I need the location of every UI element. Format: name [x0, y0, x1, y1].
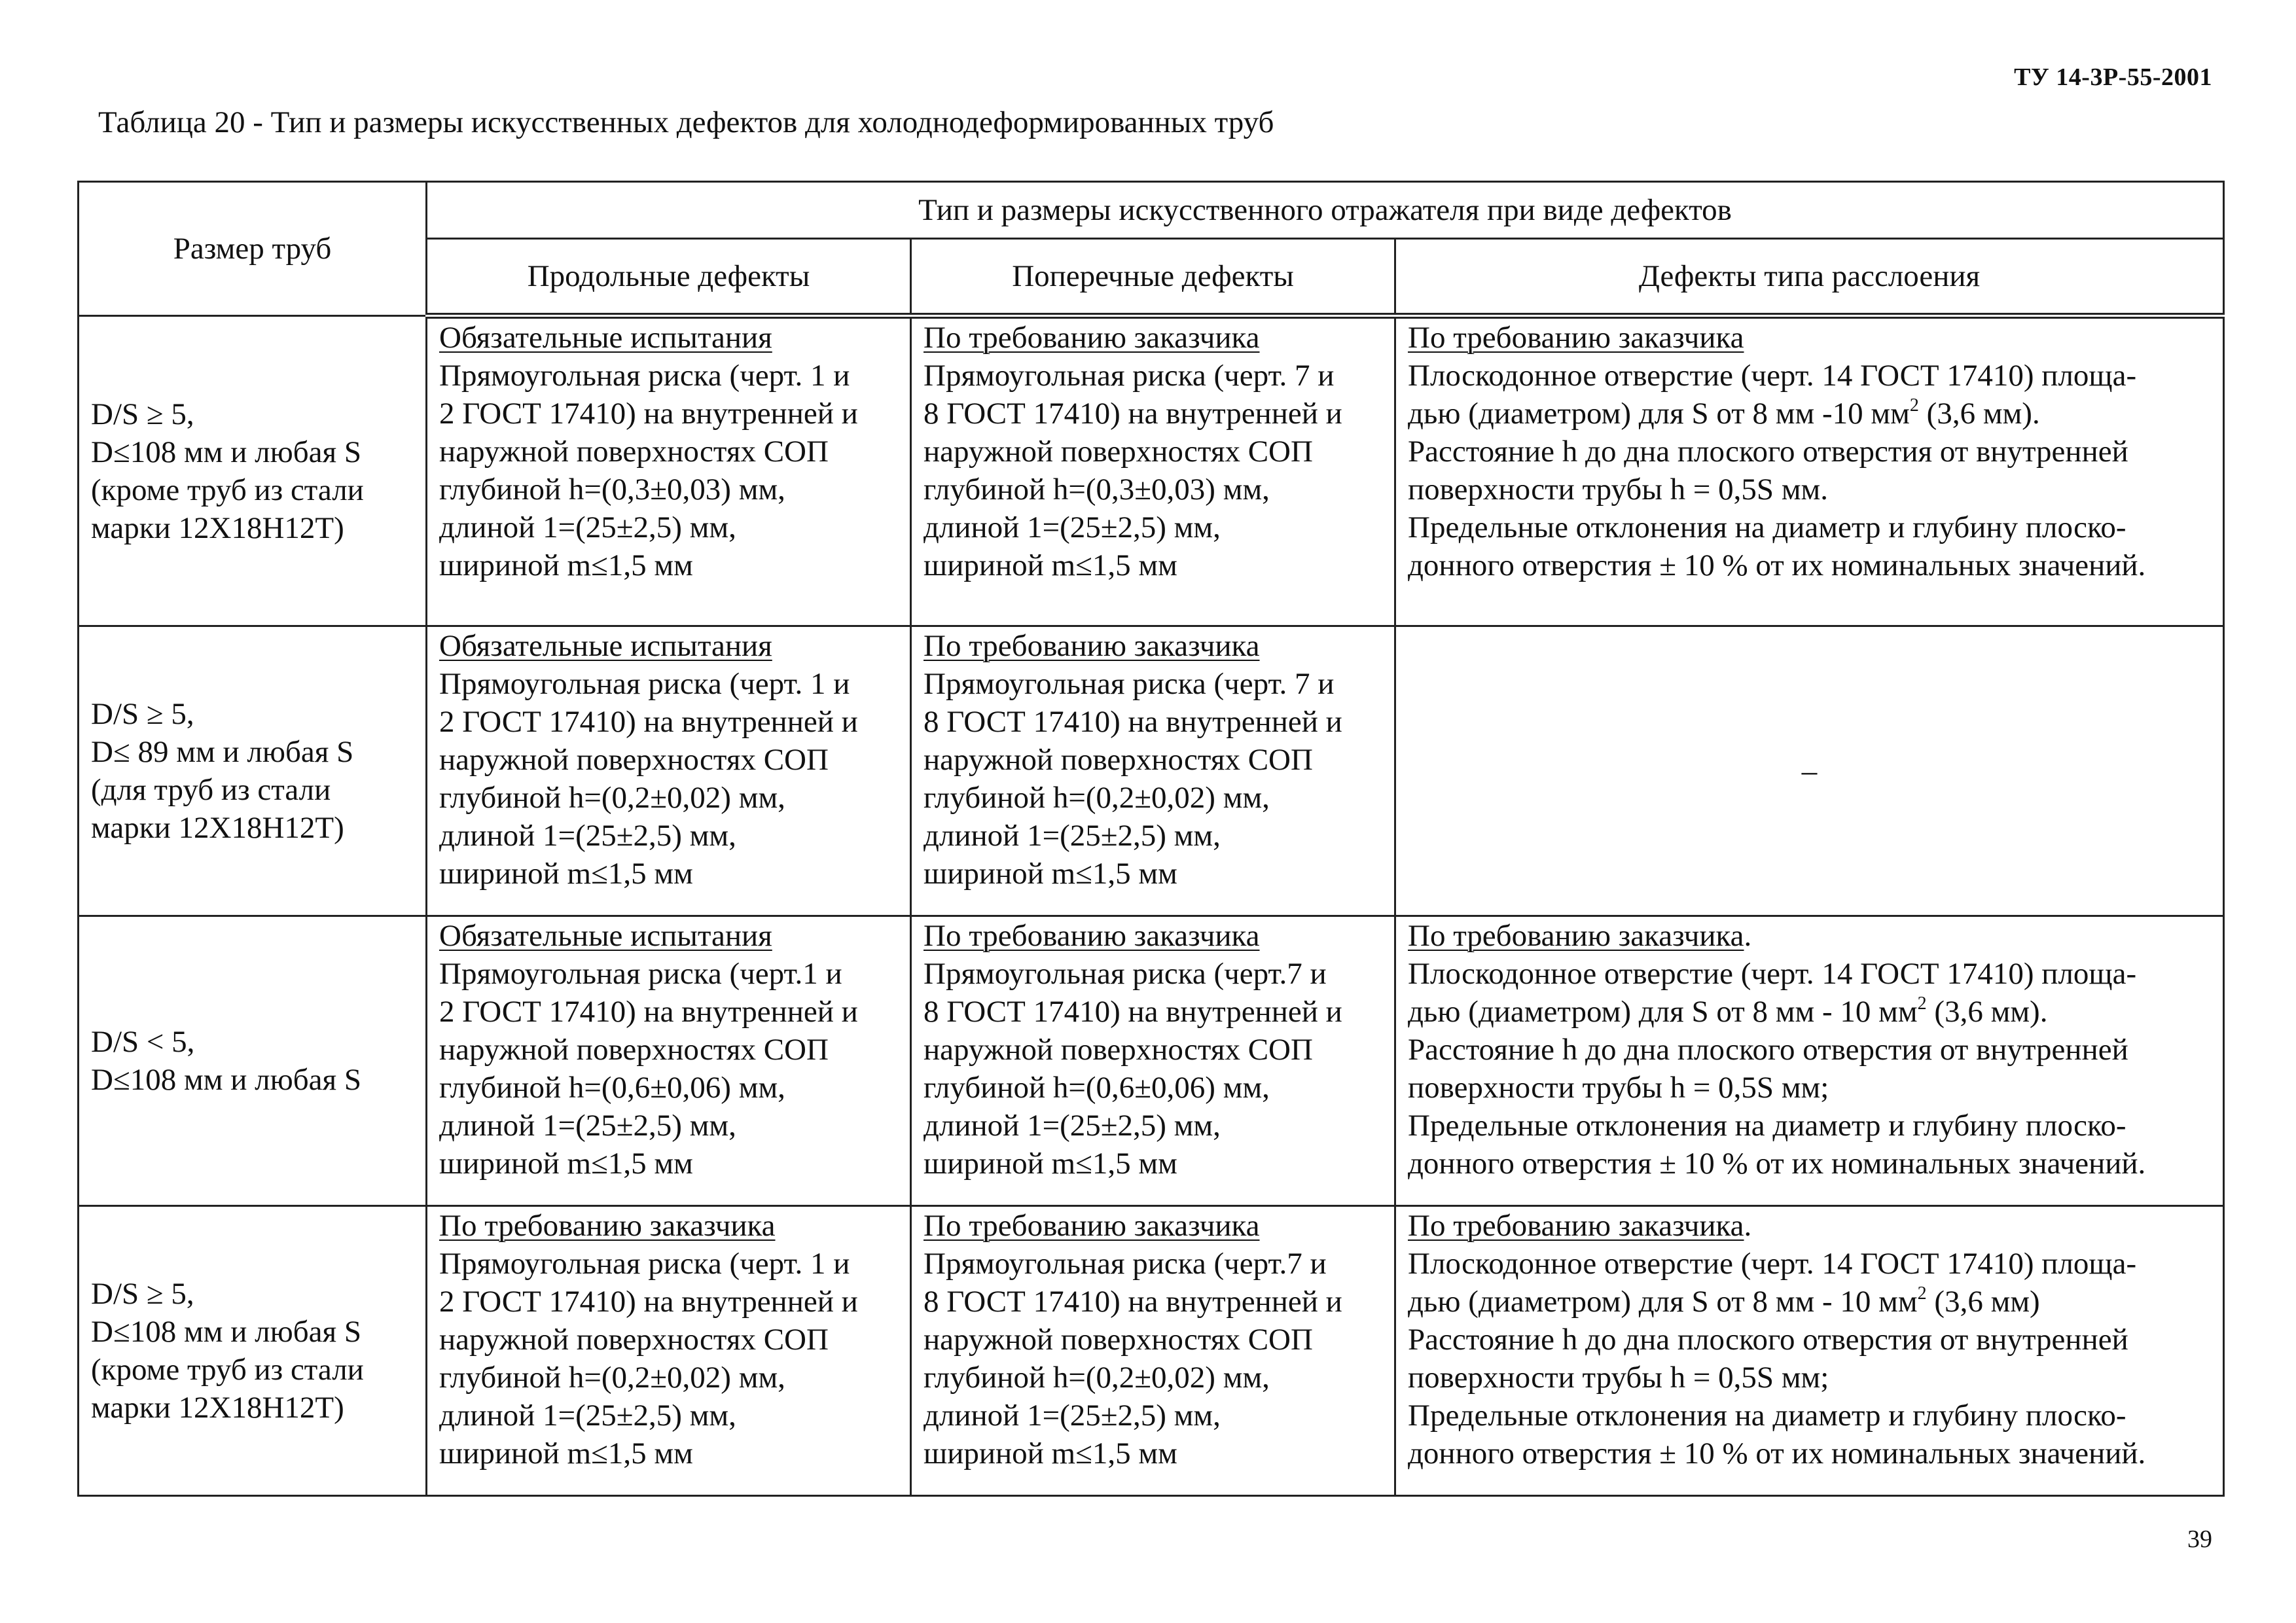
table-row: [79, 916, 2224, 1206]
spec-line: 2 ГОСТ 17410) на внутренней и: [439, 995, 858, 1029]
spec-line: длиной 1=(25±2,5) мм,: [924, 819, 1221, 853]
spec-line: Прямоугольная риска (черт. 1 и: [439, 359, 850, 393]
transverse-cell: [911, 1206, 1395, 1496]
spec-line: длиной 1=(25±2,5) мм,: [439, 819, 736, 853]
requirement-label: По требованию заказчика: [1408, 919, 1744, 953]
spec-line: Прямоугольная риска (черт.7 и: [924, 957, 1327, 991]
size-line: марки 12Х18Н12Т): [91, 1391, 344, 1425]
requirement-label: По требованию заказчика: [924, 629, 1260, 663]
header-delamination: Дефекты типа расслоения: [1395, 239, 2224, 316]
spec-line: Прямоугольная риска (черт.7 и: [924, 1247, 1327, 1281]
spec-line: Предельные отклонения на диаметр и глубину плоско-: [1408, 1399, 2126, 1433]
requirement-label: Обязательные испытания: [439, 321, 772, 355]
table-title: Таблица 20 - Тип и размеры искусственных дефектов для холоднодеформированных труб: [98, 105, 1274, 139]
requirement-label: По требованию заказчика: [1408, 321, 1744, 355]
table-row: [79, 1206, 2224, 1496]
pipe-size-cell: [79, 1206, 427, 1496]
size-line: D/S ≥ 5,: [91, 697, 194, 731]
header-transverse: Поперечные дефекты: [911, 239, 1395, 316]
spec-line: Предельные отклонения на диаметр и глубину плоско-: [1408, 510, 2126, 544]
spec-line: шириной m≤1,5 мм: [924, 1147, 1177, 1181]
spec-line: 8 ГОСТ 17410) на внутренней и: [924, 1285, 1342, 1319]
requirement-label: По требованию заказчика: [924, 321, 1260, 355]
spec-line: глубиной h=(0,3±0,03) мм,: [439, 473, 785, 507]
size-line: D≤108 мм и любая S: [91, 1315, 361, 1349]
spec-line: донного отверстия ± 10 % от их номинальных значений.: [1408, 548, 2146, 582]
spec-line: донного отверстия ± 10 % от их номинальных значений.: [1408, 1436, 2146, 1471]
spec-line: дью (диаметром) для S от 8 мм -10 мм: [1408, 397, 1910, 431]
header-longitudinal: Продольные дефекты: [427, 239, 911, 316]
delamination-empty-cell: –: [1395, 626, 2224, 916]
requirement-label: По требованию заказчика: [439, 1209, 776, 1243]
spec-line: наружной поверхностях СОП: [439, 435, 829, 469]
spec-line: Прямоугольная риска (черт.1 и: [439, 957, 842, 991]
spec-line: глубиной h=(0,2±0,02) мм,: [439, 1361, 785, 1395]
spec-line: Предельные отклонения на диаметр и глубину плоско-: [1408, 1109, 2126, 1143]
spec-line: шириной m≤1,5 мм: [924, 1436, 1177, 1471]
spec-line: наружной поверхностях СОП: [439, 1033, 829, 1067]
table-row: [79, 316, 2224, 626]
spec-line: Плоскодонное отверстие (черт. 14 ГОСТ 17410) площа-: [1408, 957, 2137, 991]
size-line: (кроме труб из стали: [91, 473, 364, 507]
spec-line: Прямоугольная риска (черт. 1 и: [439, 667, 850, 701]
requirement-label: По требованию заказчика: [924, 1209, 1260, 1243]
table-header-row: [79, 182, 2224, 239]
superscript: 2: [1917, 993, 1927, 1014]
table-row: [79, 626, 2224, 916]
header-reflector-group: Тип и размеры искусственного отражателя при виде дефектов: [427, 182, 2224, 239]
spec-line: длиной 1=(25±2,5) мм,: [924, 1399, 1221, 1433]
spec-line: шириной m≤1,5 мм: [439, 548, 693, 582]
spec-line: 2 ГОСТ 17410) на внутренней и: [439, 397, 858, 431]
size-line: (для труб из стали: [91, 773, 331, 807]
spec-line: глубиной h=(0,6±0,06) мм,: [924, 1071, 1270, 1105]
delamination-cell: [1395, 1206, 2224, 1496]
longitudinal-cell: [427, 626, 911, 916]
spec-line: Расстояние h до дна плоского отверстия от внутренней: [1408, 435, 2128, 469]
spec-line: наружной поверхностях СОП: [439, 743, 829, 777]
delamination-cell: [1395, 316, 2224, 626]
transverse-cell: [911, 626, 1395, 916]
spec-line: 8 ГОСТ 17410) на внутренней и: [924, 995, 1342, 1029]
spec-line: дью (диаметром) для S от 8 мм - 10 мм: [1408, 1285, 1918, 1319]
requirement-label: Обязательные испытания: [439, 629, 772, 663]
page-number: 39: [2187, 1525, 2212, 1553]
size-line: (кроме труб из стали: [91, 1353, 364, 1387]
superscript: 2: [1917, 1283, 1927, 1304]
spec-line: Плоскодонное отверстие (черт. 14 ГОСТ 17410) площа-: [1408, 359, 2137, 393]
size-line: D/S ≥ 5,: [91, 397, 194, 431]
spec-line: Прямоугольная риска (черт. 7 и: [924, 359, 1335, 393]
spec-line: (3,6 мм).: [1918, 397, 2040, 431]
spec-line: дью (диаметром) для S от 8 мм - 10 мм: [1408, 995, 1918, 1029]
pipe-size-cell: [79, 316, 427, 626]
spec-line: поверхности трубы h = 0,5S мм.: [1408, 473, 1829, 507]
spec-line: шириной m≤1,5 мм: [439, 1147, 693, 1181]
pipe-size-cell: [79, 626, 427, 916]
transverse-cell: [911, 916, 1395, 1206]
spec-line: шириной m≤1,5 мм: [924, 548, 1177, 582]
requirement-label: По требованию заказчика: [1408, 1209, 1744, 1243]
longitudinal-cell: [427, 916, 911, 1206]
size-line: D/S ≥ 5,: [91, 1277, 194, 1311]
size-line: марки 12Х18Н12Т): [91, 510, 344, 545]
defects-table: [77, 181, 2225, 1497]
header-pipe-size: Размер труб: [79, 182, 427, 316]
spec-line: донного отверстия ± 10 % от их номинальных значений.: [1408, 1147, 2146, 1181]
spec-line: глубиной h=(0,6±0,06) мм,: [439, 1071, 785, 1105]
requirement-suffix: .: [1744, 919, 1752, 953]
spec-line: наружной поверхностях СОП: [924, 1323, 1313, 1357]
size-line: D≤108 мм и любая S: [91, 435, 361, 469]
spec-line: Расстояние h до дна плоского отверстия от внутренней: [1408, 1323, 2128, 1357]
transverse-cell: [911, 316, 1395, 626]
pipe-size-cell: [79, 916, 427, 1206]
spec-line: Прямоугольная риска (черт. 1 и: [439, 1247, 850, 1281]
spec-line: длиной 1=(25±2,5) мм,: [439, 1399, 736, 1433]
spec-line: Расстояние h до дна плоского отверстия от внутренней: [1408, 1033, 2128, 1067]
spec-line: поверхности трубы h = 0,5S мм;: [1408, 1071, 1829, 1105]
longitudinal-cell: [427, 316, 911, 626]
spec-line: Прямоугольная риска (черт. 7 и: [924, 667, 1335, 701]
spec-line: глубиной h=(0,2±0,02) мм,: [924, 781, 1270, 815]
spec-line: (3,6 мм).: [1926, 995, 2048, 1029]
spec-line: 2 ГОСТ 17410) на внутренней и: [439, 705, 858, 739]
spec-line: поверхности трубы h = 0,5S мм;: [1408, 1361, 1829, 1395]
spec-line: глубиной h=(0,2±0,02) мм,: [924, 1361, 1270, 1395]
size-line: D/S < 5,: [91, 1025, 195, 1059]
spec-line: длиной 1=(25±2,5) мм,: [439, 1109, 736, 1143]
requirement-label: По требованию заказчика: [924, 919, 1260, 953]
spec-line: наружной поверхностях СОП: [924, 1033, 1313, 1067]
spec-line: шириной m≤1,5 мм: [439, 1436, 693, 1471]
requirement-label: Обязательные испытания: [439, 919, 772, 953]
size-line: D≤ 89 мм и любая S: [91, 735, 354, 769]
spec-line: глубиной h=(0,3±0,03) мм,: [924, 473, 1270, 507]
spec-line: наружной поверхностях СОП: [439, 1323, 829, 1357]
spec-line: 8 ГОСТ 17410) на внутренней и: [924, 397, 1342, 431]
spec-line: глубиной h=(0,2±0,02) мм,: [439, 781, 785, 815]
requirement-suffix: .: [1744, 1209, 1752, 1243]
spec-line: наружной поверхностях СОП: [924, 435, 1313, 469]
spec-line: 8 ГОСТ 17410) на внутренней и: [924, 705, 1342, 739]
spec-line: шириной m≤1,5 мм: [439, 857, 693, 891]
spec-line: наружной поверхностях СОП: [924, 743, 1313, 777]
spec-line: длиной 1=(25±2,5) мм,: [439, 510, 736, 544]
spec-line: 2 ГОСТ 17410) на внутренней и: [439, 1285, 858, 1319]
spec-line: Плоскодонное отверстие (черт. 14 ГОСТ 17410) площа-: [1408, 1247, 2137, 1281]
document-code: ТУ 14-3Р-55-2001: [2014, 63, 2212, 91]
longitudinal-cell: [427, 1206, 911, 1496]
size-line: D≤108 мм и любая S: [91, 1063, 361, 1097]
delamination-cell: [1395, 916, 2224, 1206]
spec-line: длиной 1=(25±2,5) мм,: [924, 1109, 1221, 1143]
size-line: марки 12Х18Н12Т): [91, 811, 344, 845]
spec-line: (3,6 мм): [1926, 1285, 2040, 1319]
superscript: 2: [1909, 395, 1919, 416]
spec-line: длиной 1=(25±2,5) мм,: [924, 510, 1221, 544]
spec-line: шириной m≤1,5 мм: [924, 857, 1177, 891]
